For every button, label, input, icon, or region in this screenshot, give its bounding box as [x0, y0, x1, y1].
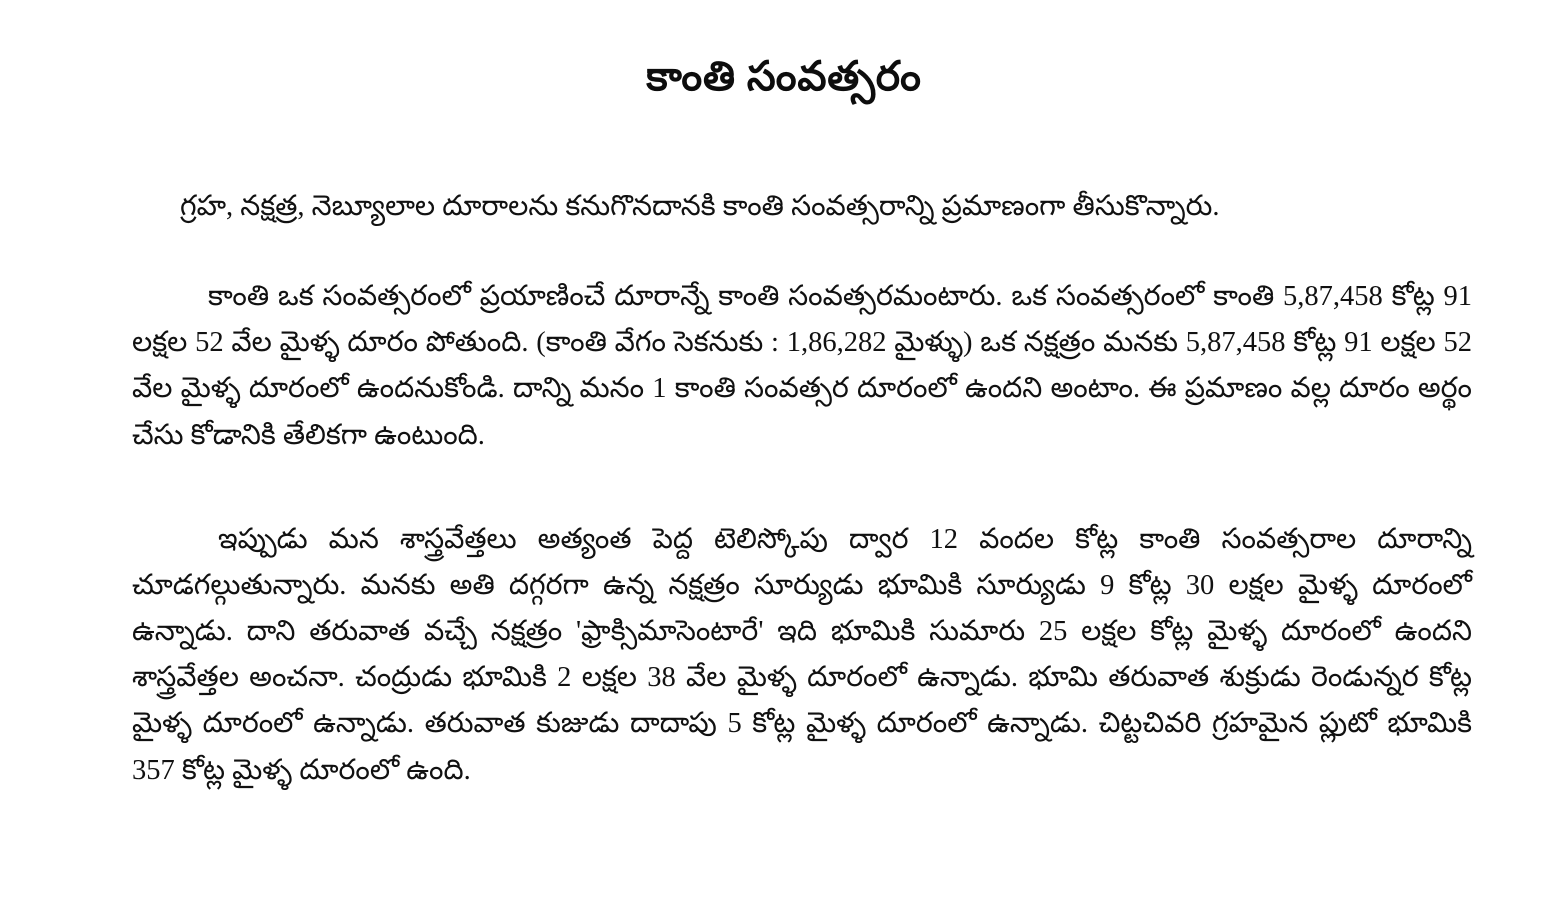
- paragraph-2: కాంతి ఒక సంవత్సరంలో ప్రయాణించే దూరాన్నే కాంతి సంవత్సరమంటారు. ఒక సంవత్సరంలో కాంతి 5,87,458 కోట్ల 91 లక్షల 52 వేల మైళ్ళ దూరం పోతుంది. (కాంతి వేగం సెకనుకు : 1,86,282 మైళ్ళు) ఒక నక్షత్రం మనకు 5,87,458 కోట్ల 91 లక్షల 52 వేల మైళ్ళ దూరంలో ఉందనుకోండి. దాన్ని మనం 1 కాంతి సంవత్సర దూరంలో ఉందని అంటాం. ఈ ప్రమాణం వల్ల దూరం అర్థం చేసు కోడానికి తేలికగా ఉంటుంది.: [132, 281, 1472, 451]
- paragraph-1: గ్రహ, నక్షత్ర, నెబ్యూలాల దూరాలను కనుగొనదానకి కాంతి సంవత్సరాన్ని ప్రమాణంగా తీసుకొన్నారు.: [180, 191, 1220, 222]
- page-title: కాంతి సంవత్సరం: [646, 53, 922, 99]
- paragraph-3: ఇప్పుడు మన శాస్త్రవేత్తలు అత్యంత పెద్ద టెలిస్కోపు ద్వార 12 వందల కోట్ల కాంతి సంవత్సరాల దూరాన్ని చూడగల్గుతున్నారు. మనకు అతి దగ్గరగా ఉన్న నక్షత్రం సూర్యుడు భూమికి సూర్యుడు 9 కోట్ల 30 లక్షల మైళ్ళ దూరంలో ఉన్నాడు. దాని తరువాత వచ్చే నక్షత్రం 'ఫ్రాక్సిమాసెంటారే' ఇది భూమికి సుమారు 25 లక్షల కోట్ల మైళ్ళ దూరంలో ఉందని శాస్త్రవేత్తల అంచనా. చంద్రుడు భూమికి 2 లక్షల 38 వేల మైళ్ళ దూరంలో ఉన్నాడు. భూమి తరువాత శుక్రుడు రెండున్నర కోట్ల మైళ్ళ దూరంలో ఉన్నాడు. తరువాత కుజుడు దాదాపు 5 కోట్ల మైళ్ళ దూరంలో ఉన్నాడు. చిట్టచివరి గ్రహమైన ప్లుటో భూమికి 357 కోట్ల మైళ్ళ దూరంలో ఉంది.: [132, 523, 1472, 786]
- document-body: [74, 184, 1494, 794]
